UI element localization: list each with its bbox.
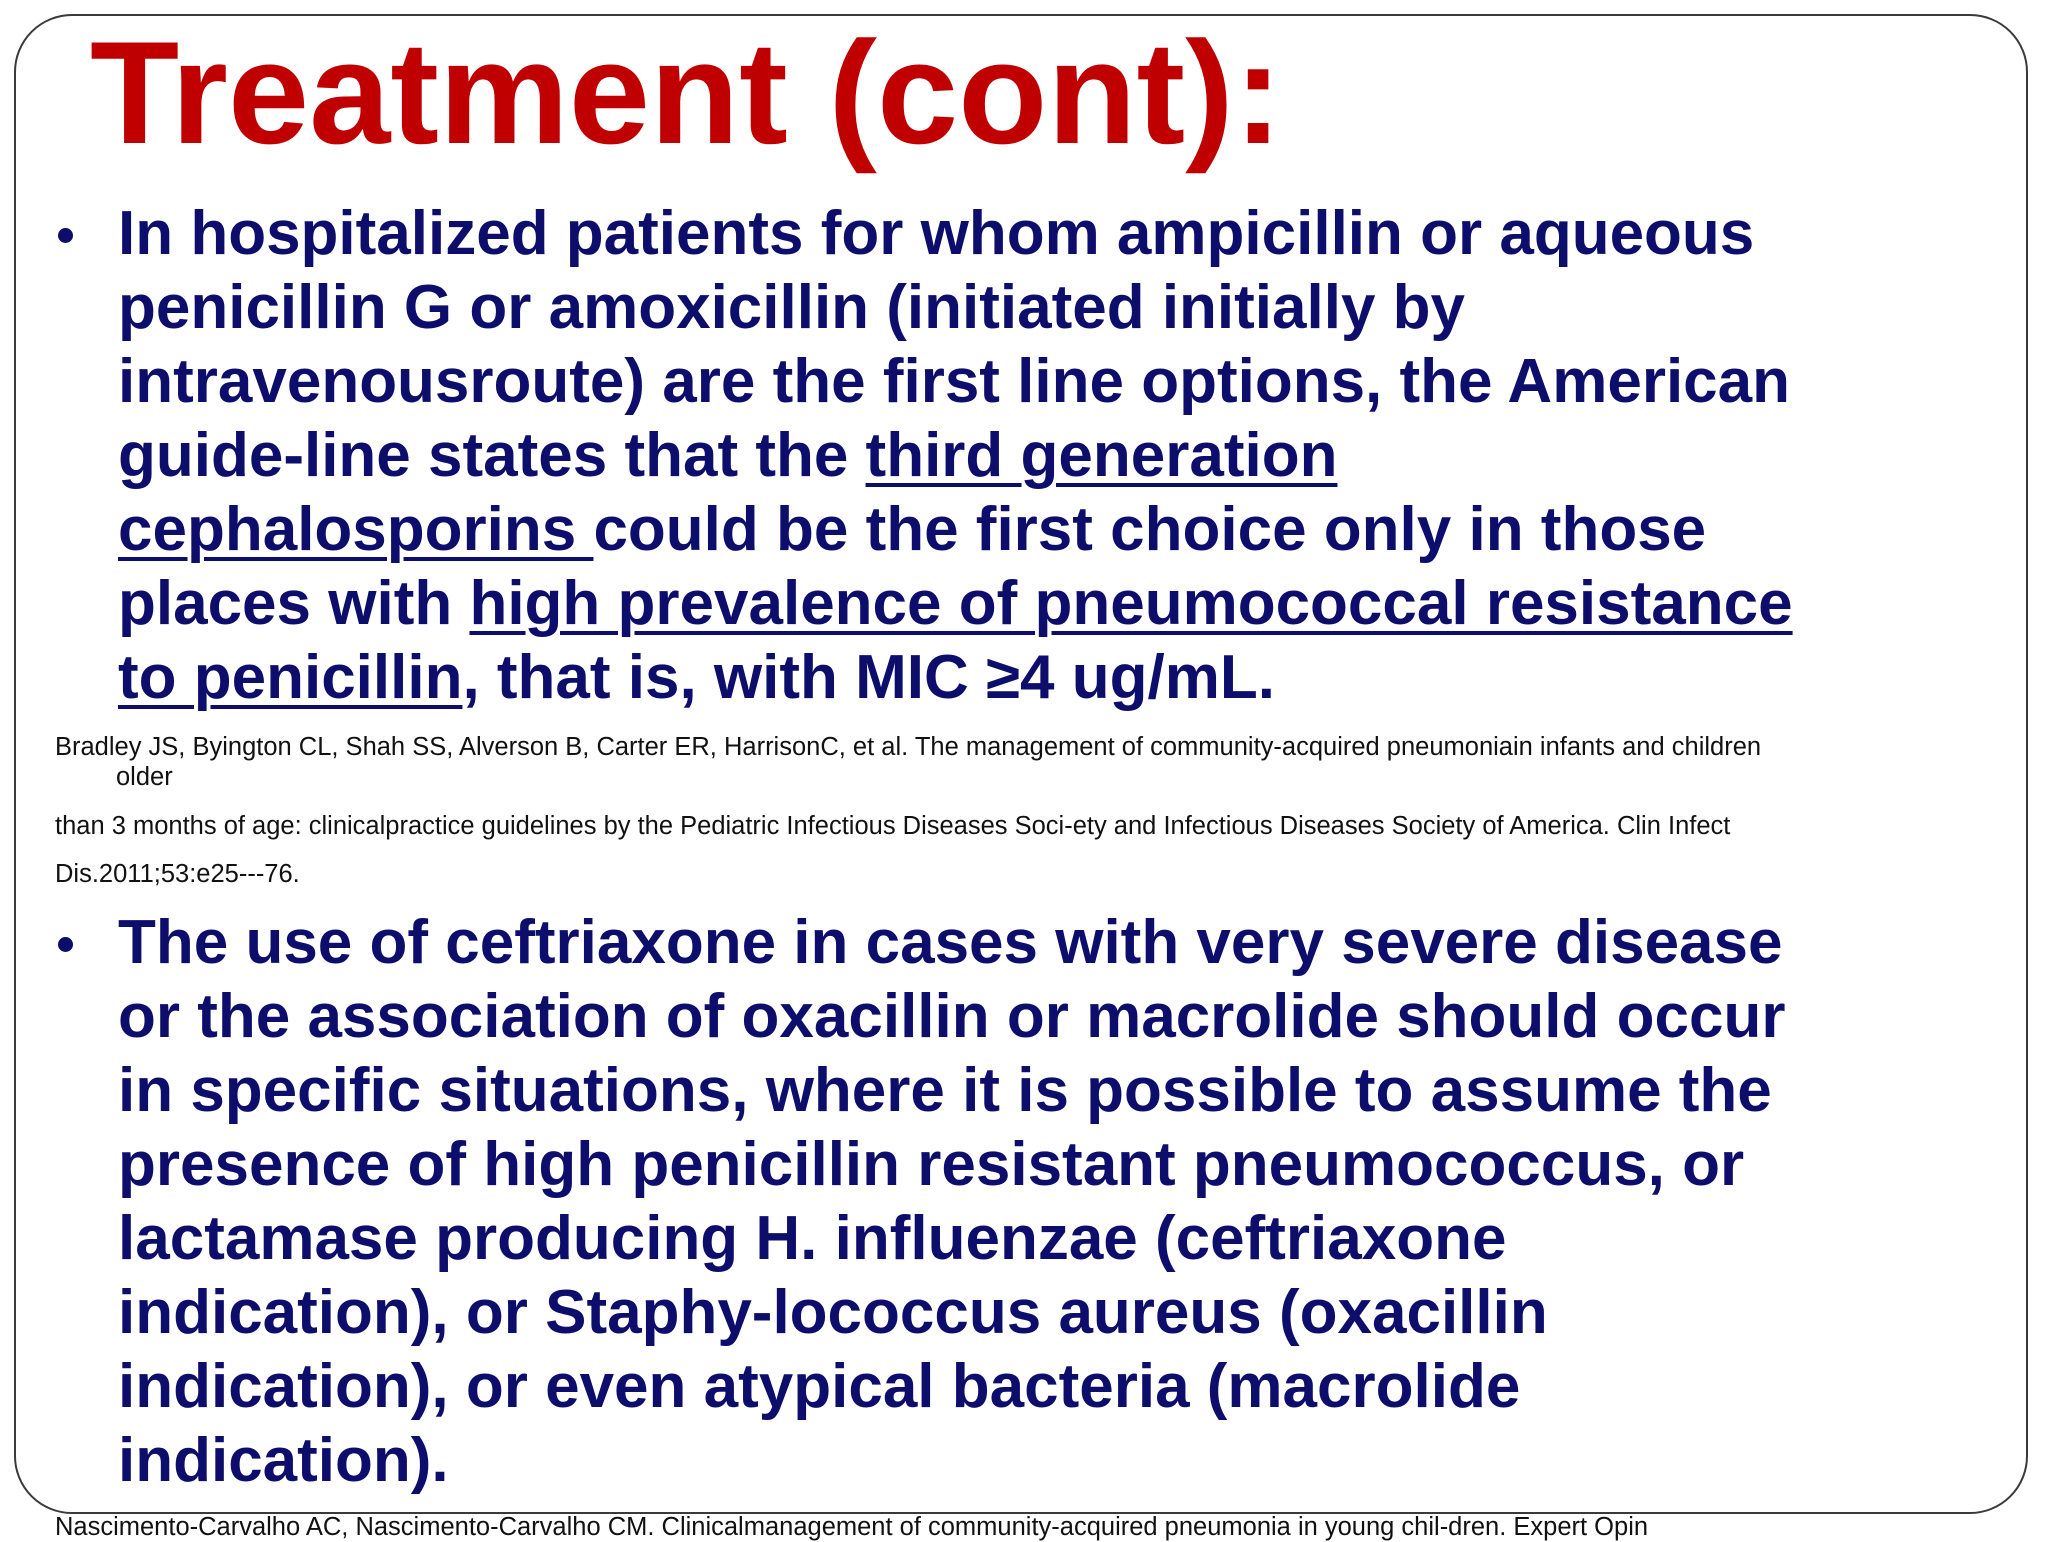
bullet-2-line-4: presence of high penicillin resistant pneumococcus, or bbox=[118, 1130, 1745, 1199]
bullet-2-line-6: indication), or Staphy-lococcus aureus (oxacillin bbox=[118, 1278, 1548, 1347]
underlined-cephalosporins: cephalosporins bbox=[118, 495, 594, 564]
bullet-2-line-3: in specific situations, where it is possible to assume the bbox=[118, 1056, 1772, 1125]
bullet-1-line-6-text: places with bbox=[118, 569, 470, 638]
bullet-2-line-7: indication), or even atypical bacteria (macrolide bbox=[118, 1352, 1521, 1421]
bullet-1-line-1: In hospitalized patients for whom ampicillin or aqueous bbox=[118, 199, 1755, 268]
bullet-1 bbox=[118, 197, 1978, 715]
citation-1-line-3: than 3 months of age: clinicalpractice guidelines by the Pediatric Infectious Diseases Soci-ety and Infectious Diseases Society of America. Clin Infect bbox=[55, 812, 1731, 840]
bullet-1-line-7 bbox=[118, 641, 1978, 715]
citation-1-line-4: Dis.2011;53:e25---76. bbox=[55, 860, 300, 888]
bullet-2 bbox=[118, 906, 1978, 1498]
citation-2-line-1: Nascimento-Carvalho AC, Nascimento-Carvalho CM. Clinicalmanagement of community-acquired pneumonia in young chil-dren. Expert Opin bbox=[55, 1513, 1649, 1541]
bullet-1-line-5 bbox=[118, 493, 1978, 567]
bullet-dot-2 bbox=[58, 937, 73, 952]
bullet-2-line-5: lactamase producing H. influenzae (ceftriaxone bbox=[118, 1204, 1507, 1273]
bullet-1-line-3: intravenousroute) are the first line options, the American bbox=[118, 347, 1791, 416]
bullet-2-line-8: indication). bbox=[118, 1426, 449, 1495]
underlined-third-generation: third generation bbox=[865, 421, 1338, 490]
bullet-1-line-4 bbox=[118, 419, 1978, 493]
bullet-1-line-7-text: , that is, with MIC ≥4 ug/mL. bbox=[462, 643, 1275, 712]
bullet-1-line-6 bbox=[118, 567, 1978, 641]
bullet-1-line-5-text: could be the first choice only in those bbox=[593, 495, 1707, 564]
citation-1-line-2: older bbox=[116, 763, 173, 791]
bullet-2-line-1: The use of ceftriaxone in cases with very severe disease bbox=[118, 908, 1783, 977]
slide-title: Treatment (cont): bbox=[90, 11, 1283, 174]
bullet-2-line-2: or the association of oxacillin or macrolide should occur bbox=[118, 982, 1786, 1051]
bullet-1-line-4-text: guide-line states that the bbox=[118, 421, 866, 490]
underlined-high-prevalence: high prevalence of pneumococcal resistance bbox=[469, 569, 1793, 638]
citation-1-line-1: Bradley JS, Byington CL, Shah SS, Alverson B, Carter ER, HarrisonC, et al. The management of community-acquired pneumoniain infants and children bbox=[55, 733, 1762, 761]
underlined-to-penicillin: to penicillin bbox=[118, 643, 463, 712]
bullet-dot-1 bbox=[58, 228, 73, 243]
bullet-1-line-2: penicillin G or amoxicillin (initiated initially by bbox=[118, 273, 1466, 342]
